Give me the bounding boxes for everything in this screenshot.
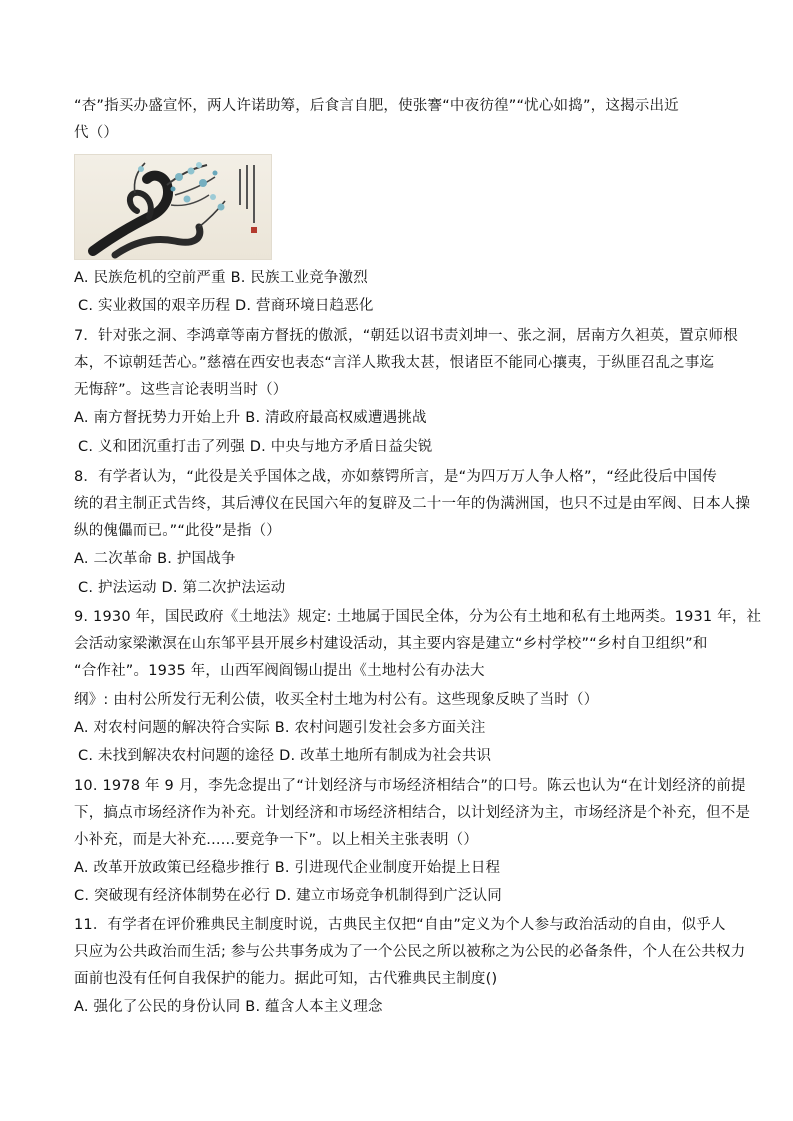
text-line: C. 实业救国的艰辛历程 D. 营商环境日趋恶化 xyxy=(78,298,374,314)
plum-blossom-painting-icon xyxy=(75,155,271,259)
text-line: A. 对农村问题的解决符合实际 B. 农村问题引发社会多方面关注 xyxy=(74,720,486,736)
text-line: 只应为公共政治而生活; 参与公共事务成为了一个公民之所以被称之为公民的必备条件，个人在公共权力 xyxy=(74,944,746,960)
text-line: A. 强化了公民的身份认同 B. 蕴含人本主义理念 xyxy=(74,999,383,1015)
text-line: 11．有学者在评价雅典民主制度时说，古典民主仅把“自由”定义为个人参与政治活动的自由，似乎人 xyxy=(74,917,726,933)
text-line: “杏”指买办盛宣怀，两人许诺助筹，后食言自肥，使张謇“中夜彷徨”“忧心如捣”，这揭示出近 xyxy=(74,98,679,114)
text-line: 7．针对张之洞、李鸿章等南方督抚的傲派，“朝廷以诏书责刘坤一、张之洞，居南方久袒英，置京师根 xyxy=(74,328,738,344)
text-line: A. 改革开放政策已经稳步推行 B. 引进现代企业制度开始提上日程 xyxy=(74,860,501,876)
text-line: 本，不谅朝廷苦心。”慈禧在西安也表态“言洋人欺我太甚，恨诸臣不能同心攘夷，于纵匪召乱之事迄 xyxy=(74,355,715,371)
text-line: 10. 1978 年 9 月，李先念提出了“计划经济与市场经济相结合”的口号。陈云也认为“在计划经济的前提 xyxy=(74,778,746,794)
text-line: 下，搞点市场经济作为补充。计划经济和市场经济相结合，以计划经济为主，市场经济是个补充，但不是 xyxy=(74,805,751,821)
text-line: C. 护法运动 D. 第二次护法运动 xyxy=(78,580,286,596)
ink-painting-image xyxy=(74,154,272,260)
text-line: C. 义和团沉重打击了列强 D. 中央与地方矛盾日益尖锐 xyxy=(78,439,433,455)
text-line: 会活动家梁漱溟在山东邹平县开展乡村建设活动，其主要内容是建立“乡村学校”“乡村自卫组织”和 xyxy=(74,636,708,652)
text-line: 9. 1930 年，国民政府《土地法》规定: 土地属于国民全体，分为公有土地和私有土地两类。1931 年，社 xyxy=(74,609,762,625)
text-line: C. 突破现有经济体制势在必行 D. 建立市场竞争机制得到广泛认同 xyxy=(74,888,502,904)
text-line: A. 南方督抚势力开始上升 B. 清政府最高权威遭遇挑战 xyxy=(74,410,427,426)
text-line: A. 民族危机的空前严重 B. 民族工业竞争激烈 xyxy=(74,270,368,286)
text-line: 统的君主制正式告终，其后溥仪在民国六年的复辟及二十一年的伪满洲国，也只不过是由军阀、日本人操 xyxy=(74,496,751,512)
text-line: 代（） xyxy=(74,125,119,141)
text-line: C. 未找到解决农村问题的途径 D. 改革土地所有制成为社会共识 xyxy=(78,748,492,764)
text-line: 纲》: 由村公所发行无利公债，收买全村土地为村公有。这些现象反映了当时（） xyxy=(74,692,599,708)
text-line: 小补充，而是大补充......要竞争一下”。以上相关主张表明（） xyxy=(74,832,479,848)
text-line: 纵的傀儡而已。”“此役”是指（） xyxy=(74,523,281,539)
text-line: 无悔辞”。这些言论表明当时（） xyxy=(74,382,288,398)
text-line: 面前也没有任何自我保护的能力。据此可知，古代雅典民主制度() xyxy=(74,971,498,987)
text-line: “合作社”。1935 年，山西军阀阎锡山提出《土地村公有办法大 xyxy=(74,663,485,679)
text-line: 8．有学者认为，“此役是关乎国体之战，亦如蔡锷所言，是“为四万万人争人格”，“经此役后中国传 xyxy=(74,469,717,485)
text-line: A. 二次革命 B. 护国战争 xyxy=(74,551,236,567)
